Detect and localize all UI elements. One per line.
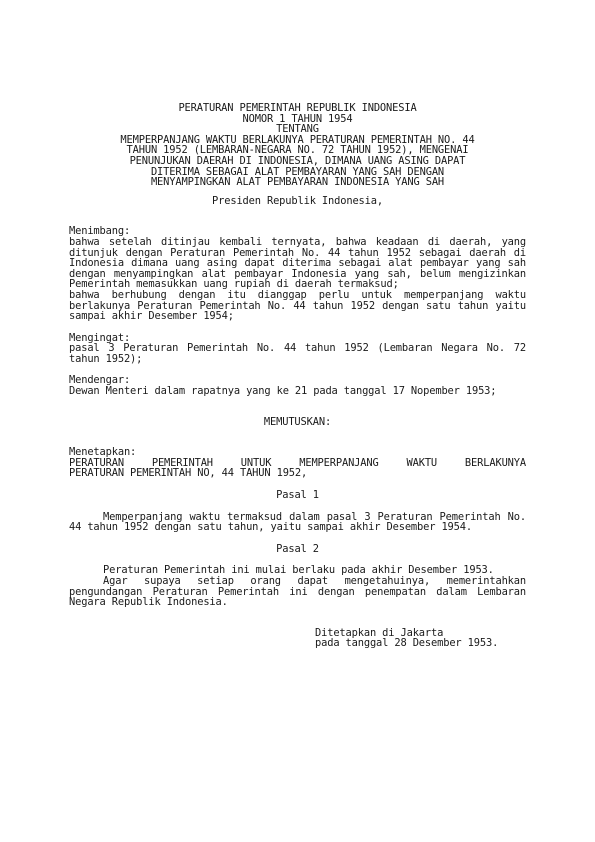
pasal-2-text-a: Peraturan Pemerintah ini mulai berlaku pada akhir Desember 1953. bbox=[103, 564, 494, 577]
menimbang-text-a: bahwa setelah ditinjau kembali ternyata, bahwa keadaan di daerah, yang ditunjuk dengan Peraturan Pemerintah No. 44 tahun 1952 sebagai daerah di Indonesia dimana uang asing dapat diterima sebagai alat pembayar yang sah dengan menyampingkan alat pembayar Indonesia yang sah, belum mengizinkan Pemerintah memasukkan uang rupiah di daerah termaksud; bbox=[69, 235, 526, 291]
menetapkan-line-2: PERATURAN PEMERINTAH NO, 44 TAHUN 1952, bbox=[69, 467, 308, 480]
menetapkan-label: Menetapkan: bbox=[69, 446, 137, 459]
menetapkan-line-1: PERATURAN PEMERINTAH UNTUK MEMPERPANJANG WAKTU BERLAKUNYA bbox=[69, 456, 526, 469]
pasal-2-heading: Pasal 2 bbox=[276, 542, 319, 555]
about-label: TENTANG bbox=[276, 123, 319, 136]
mendengar-text: Dewan Menteri dalam rapatnya yang ke 21 pada tanggal 17 Nopember 1953; bbox=[69, 385, 497, 398]
pasal-1-heading: Pasal 1 bbox=[276, 489, 319, 502]
memutuskan-heading: MEMUTUSKAN: bbox=[263, 415, 332, 428]
regulation-title: PERATURAN PEMERINTAH REPUBLIK INDONESIA bbox=[178, 102, 417, 114]
subject-line: MEMPERPANJANG WAKTU BERLAKUNYA PERATURAN PEMERINTAH NO. 44 bbox=[120, 133, 475, 146]
subject-line: DITERIMA SEBAGAI ALAT PEMBAYARAN YANG SAH DENGAN bbox=[150, 165, 445, 178]
menimbang-section bbox=[69, 226, 526, 321]
signature-place: Ditetapkan di Jakarta bbox=[315, 626, 444, 639]
pasal-2-text-b: Agar supaya setiap orang dapat mengetahuinya, memerintahkan pengundangan Peraturan Pemerintah ini dengan penempatan dalam Lembaran Negara Republik Indonesia. bbox=[69, 575, 526, 609]
subject-line: TAHUN 1952 (LEMBARAN-NEGARA NO. 72 TAHUN 1952), MENGENAI bbox=[126, 144, 469, 157]
menetapkan-section bbox=[69, 447, 526, 479]
regulation-number: NOMOR 1 TAHUN 1954 bbox=[242, 112, 353, 125]
subject-line: MENYAMPINGKAN ALAT PEMBAYARAN INDONESIA YANG SAH bbox=[150, 176, 445, 189]
document-body bbox=[69, 103, 526, 649]
mendengar-label: Mendengar: bbox=[69, 374, 131, 387]
signature-block bbox=[315, 628, 526, 649]
mengingat-section bbox=[69, 333, 526, 365]
mendengar-section bbox=[69, 375, 526, 396]
menimbang-text-b: bahwa berhubung dengan itu dianggap perlu untuk memperpanjang waktu berlakunya Peraturan Pemerintah No. 44 tahun 1952 dengan satu tahun yaitu sampai akhir Desember 1954; bbox=[69, 288, 526, 323]
president-line: Presiden Republik Indonesia, bbox=[212, 194, 383, 207]
pasal-1-text: Memperpanjang waktu termaksud dalam pasal 3 Peraturan Pemerintah No. 44 tahun 1952 dengan satu tahun, yaitu sampai akhir Desember 1954. bbox=[69, 510, 526, 534]
signature-date: pada tanggal 28 Desember 1953. bbox=[315, 637, 499, 650]
menimbang-label: Menimbang: bbox=[69, 225, 131, 238]
subject-line: PENUNJUKAN DAERAH DI INDONESIA, DIMANA UANG ASING DAPAT bbox=[129, 154, 466, 167]
mengingat-text: pasal 3 Peraturan Pemerintah No. 44 tahun 1952 (Lembaran Negara No. 72 tahun 1952); bbox=[69, 342, 526, 365]
document-header bbox=[69, 103, 526, 188]
mengingat-label: Mengingat: bbox=[69, 331, 131, 344]
